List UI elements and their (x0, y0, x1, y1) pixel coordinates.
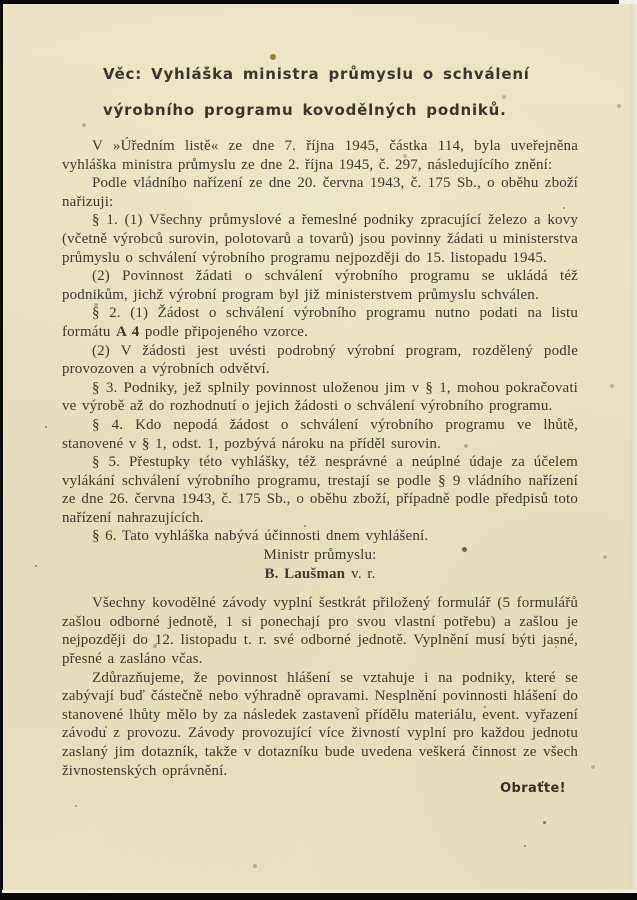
body-paragraph: § 4. Kdo nepodá žádost o schválení výrobního programu ve lhůtě, stanovené v § 1, odst. 1, pozbývá nároku na příděl surovin. (62, 416, 578, 452)
body-paragraph: (2) Povinnost žádati o schválení výrobního programu se ukládá též podnikům, jichž výrobní program byl již ministerstvem průmyslu schválen. (62, 268, 578, 303)
signature-title: Ministr průmyslu: (263, 547, 377, 564)
scan-edge-bottom (0, 893, 637, 900)
turn-over-note: Obraťte! (500, 781, 566, 797)
paper-right-edge (630, 4, 637, 890)
signature-name-line (62, 565, 578, 584)
body-paragraph-format-a4 (62, 304, 578, 341)
paragraph-text-post: podle připojeného vzorce. (139, 323, 308, 340)
paper-sheet (3, 4, 630, 890)
paper-fibre-specks (3, 4, 5, 6)
format-a4-bold: A 4 (116, 323, 140, 340)
signature-name: B. Laušman (264, 565, 346, 582)
scan-edge-top (0, 0, 619, 4)
signature-suffix: v. r. (351, 565, 376, 582)
body-paragraph: V »Úředním listě« ze dne 7. října 1945, částka 114, byla uveřejněna vyhláška ministra průmyslu ze dne 2. října 1945, č. 297, následujícího znění: (62, 138, 578, 173)
subject-heading (103, 56, 583, 128)
body-paragraph: (2) V žádosti jest uvésti podrobný výrobní program, rozdělený podle provozoven a výrobních odvětví. (62, 342, 578, 378)
body-paragraph: Podle vládního nařízení ze dne 20. června 1943, č. 175 Sb., o oběhu zboží nařizuji: (62, 175, 578, 210)
body-paragraph: § 6. Tato vyhláška nabývá účinnosti dnem vyhlášení. (92, 528, 429, 545)
subject-line-1: Věc: Vyhláška ministra průmyslu o schválení (103, 65, 530, 83)
decree-body-text (62, 137, 578, 799)
paper-ink-dot (543, 821, 546, 824)
body-paragraph: § 3. Podniky, jež splnily povinnost uloženou jim v § 1, mohou pokračovati ve výrobě až do rozhodnutí o jejich žádosti o schválení výrobního programu. (62, 379, 578, 415)
body-paragraph: § 5. Přestupky této vyhlášky, též nesprávné a neúplné údaje za účelem vylákání schválení výrobního programu, trestají se podle § 9 vládního nařízení ze dne 26. června 1943, č. 175 Sb., o oběhu zboží, případně podle předpisů toto nařízení nahrazujících. (62, 454, 578, 526)
subject-line-2: výrobního programu kovodělných podniků. (103, 101, 507, 119)
closing-paragraph: Zdůrazňujeme, že povinnost hlášení se vztahuje i na podniky, které se zabývají buď částečně nebo výhradně opravami. Nesplnění povinnosti hlášení do stanovené lhůty mělo by za následek zastavení přídělu materiálu, event. vyřazení závodu z provozu. Závody provozující více živností vyplní pro každou jednotu zaslaný jim dotazník, takže v dotazníku bude uvedena veškerá činnost ze všech živnostenských oprávnění. (62, 669, 578, 779)
closing-paragraph: Všechny kovodělné závody vyplní šestkrát přiložený formulář (5 formulářů zašlou odborné jednotě, 1 si ponechají pro svou vlastní potřebu) a zašlou je nejpozději do 12. listopadu t. r. své odborné jednotě. Vyplnění musí býti jasné, přesné a zasláno včas. (62, 595, 578, 668)
paragraph-text-pre: § 2. (1) Žádost o schválení výrobního programu nutno podati na listu formátu (62, 305, 578, 340)
body-paragraph: § 1. (1) Všechny průmyslové a řemeslné podniky zpracující železo a kovy (včetně výrobců surovin, polotovarů a tovarů) jsou povinny žádati u ministerstva průmyslu o schválení výrobního programu nejpozději do 15. listopadu 1945. (62, 212, 578, 266)
scan-edge-left (0, 0, 3, 900)
